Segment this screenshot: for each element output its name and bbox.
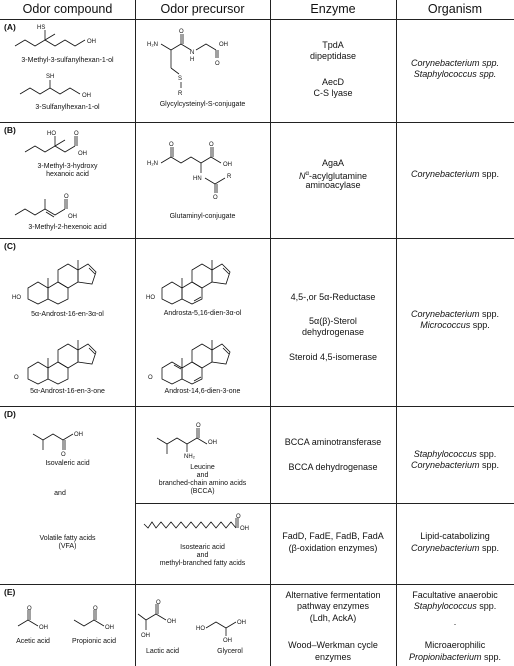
atom-r: R [178,91,183,97]
compound-c1-name: 5α-Androst-16-en-3α-ol [31,311,104,318]
precursor-d1-name-line1: Leucine [190,464,215,471]
atom-n: N [190,50,195,56]
enzyme-c-sterol: 5α(β)-Sterol [309,316,357,326]
organism-d-staphylococcus: Staphylococcus [413,449,477,459]
atom-oh: OH [78,151,87,157]
structure-glycylcysteinyl-s-conjugate [145,28,265,100]
atom-o: O [156,600,161,606]
organism-b-corynebacterium: Corynebacterium [410,169,480,179]
rule-header-bottom [0,19,514,20]
atom-o: O [61,452,66,458]
atom-o: O [14,375,19,381]
precursor-d2-name-line1: Isostearic acid [180,544,225,551]
header-odor-precursor: Odor precursor [160,2,245,16]
atom-oh: OH [141,633,150,639]
atom-h2n: H₂N [147,42,158,48]
rule-c-d [0,406,514,407]
precursor-d1-name-line2: and [196,472,209,479]
row-label-a: (A) [4,22,16,32]
atom-oh: OH [208,440,217,446]
atom-oh: OH [237,620,246,626]
structure-isostearic-acid [140,512,268,536]
rule-d-e [0,584,514,585]
compound-b2-name: 3-Methyl-2-hexenoic acid [28,224,107,231]
enzyme-d-fad: FadD, FadE, FadB, FadA [282,531,384,541]
header-enzyme: Enzyme [310,2,356,16]
row-label-c: (C) [4,241,16,251]
enzyme-b-aminoacylase: aminoacylase [305,180,361,190]
structure-3-methyl-3-hydroxyhexanoic-acid [20,128,120,160]
compound-d2-name-line2: (VFA) [58,543,77,550]
atom-h2n: H₂N [147,161,158,167]
compound-d-and: and [54,490,66,497]
atom-oh: OH [240,526,249,532]
enzyme-e-pathway: pathway enzymes [296,601,370,611]
precursor-b-name: Glutaminyl-conjugate [169,213,236,220]
atom-oh: OH [167,619,176,625]
enzyme-a-tpda: TpdA [322,40,344,50]
organism-d-corynebacterium-lipid: Corynebacterium [410,543,480,553]
atom-ho: HO [146,295,155,301]
precursor-e1-name: Lactic acid [145,648,180,655]
organism-a-staphylococcus: Staphylococcus spp. [413,69,497,79]
atom-o: O [64,194,69,200]
precursor-c2-name: Androst-14,6-dien-3-one [164,388,241,395]
atom-o: O [169,142,174,148]
atom-oh: OH [74,432,83,438]
compound-a2-name: 3-Sulfanylhexan-1-ol [35,104,100,111]
structure-propionic-acid [68,606,128,636]
precursor-d1-name-line3: branched-chain amino acids [158,480,247,487]
atom-o: O [93,606,98,612]
organism-a-corynebacterium: Corynebacterium spp. [410,58,500,68]
enzyme-e-enzymes: enzymes [314,652,351,662]
organism-c-spp: spp. [470,320,490,330]
rule-d-inner [135,503,514,504]
organism-e-dot: . [453,617,457,627]
enzyme-a-aecd: AecD [321,77,344,87]
atom-nh2: NH₂ [184,454,195,460]
atom-ho: HO [12,295,21,301]
atom-h: H [190,57,195,63]
organism-e-spp: spp. [481,652,502,662]
enzyme-e-alternative-fermentation: Alternative fermentation [285,590,381,600]
organism-e-staphylococcus: Staphylococcus [413,601,477,611]
atom-oh: OH [87,39,96,45]
enzyme-d-beta-oxidation: (β-oxidation enzymes) [288,543,378,553]
organism-e-propionibacterium: Propionibacterium [408,652,482,662]
atom-o: O [236,514,241,520]
atom-ho: HO [196,626,205,632]
row-label-d: (D) [4,409,16,419]
atom-o: O [27,606,32,612]
enzyme-b-n-prefix: N [299,171,306,181]
atom-oh: OH [82,93,91,99]
row-label-b: (B) [4,125,16,135]
compound-e2-name: Propionic acid [72,638,116,645]
precursor-a-name: Glycylcysteinyl-S-conjugate [159,101,246,108]
atom-oh: OH [68,214,77,220]
organism-c-line2 [396,320,514,332]
organism-d-lipid-catabolizing: Lipid-catabolizing [420,531,490,541]
enzyme-a-dipeptidase: dipeptidase [309,51,357,61]
organism-d-spp: spp. [476,449,497,459]
organism-d-line2 [396,460,514,472]
organism-c-spp: spp. [479,309,500,319]
compound-b1-name-line1: 3-Methyl-3-hydroxy [37,163,98,170]
atom-hn: HN [193,176,202,182]
enzyme-c-dehydrogenase: dehydrogenase [301,327,365,337]
structure-5a-androst-16-en-3-one [14,326,128,384]
organism-d-line1 [396,449,514,461]
col-divider-3 [396,0,397,666]
structure-3-methyl-3-sulfanylhexan-1-ol [10,24,130,54]
organism-e-facultative: Facultative anaerobic [412,590,498,600]
enzyme-c-isomerase: Steroid 4,5-isomerase [288,352,378,362]
atom-o: O [215,61,220,67]
atom-oh: OH [219,42,228,48]
organism-d-spp: spp. [479,543,500,553]
compound-a1-name: 3-Methyl-3-sulfanylhexan-1-ol [21,57,114,64]
structure-glycerol [196,606,266,642]
structure-3-methyl-2-hexenoic-acid [10,193,120,223]
header-odor-compound: Odor compound [22,2,113,16]
precursor-d1-name-line4: (BCCA) [190,488,215,495]
precursor-c1-name: Androsta-5,16-dien-3α-ol [163,310,242,317]
organism-c-corynebacterium: Corynebacterium [410,309,480,319]
organism-b [396,169,514,181]
enzyme-e-wood-werkman: Wood–Werkman cycle [288,640,378,650]
atom-o: O [74,131,79,137]
atom-oh: OH [39,625,48,631]
organism-d-line4 [396,543,514,555]
structure-androsta-5-16-dien-3a-ol [146,246,262,304]
header-organism: Organism [427,2,483,16]
row-label-e: (E) [4,587,16,597]
atom-ho: HO [47,131,56,137]
structure-3-sulfanylhexan-1-ol [15,72,125,102]
enzyme-d-dehydrogenase: BCCA dehydrogenase [288,462,378,472]
organism-d-corynebacterium: Corynebacterium [410,460,480,470]
atom-oh: OH [105,625,114,631]
organism-b-spp: spp. [479,169,500,179]
atom-o: O [196,423,201,429]
structure-acetic-acid [12,606,62,636]
compound-c2-name: 5α-Androst-16-en-3-one [30,388,105,395]
enzyme-e-ldh-acka: (Ldh, AckA) [309,613,357,623]
enzyme-a-cs-lyase: C-S lyase [313,88,353,98]
precursor-d2-name-line2: and [196,552,209,559]
structure-lactic-acid [140,602,195,644]
structure-glutaminyl-conjugate [145,138,265,200]
atom-sh: SH [46,74,55,80]
organism-e-microaerophilic: Microaerophilic [424,640,486,650]
enzyme-b-acylglutamine-text: -acylglutamine [308,171,367,181]
atom-s: S [178,76,183,82]
rule-a-b [0,122,514,123]
compound-e1-name: Acetic acid [16,638,50,645]
organism-e-line2 [396,601,514,613]
atom-oh: OH [223,638,232,644]
compound-b1-name-line2: hexanoic acid [46,171,89,178]
structure-androst-14-6-dien-3-one [148,326,262,384]
atom-oh: OH [223,162,232,168]
organism-e-spp: spp. [476,601,497,611]
structure-isovaleric-acid [28,420,118,456]
atom-r: R [227,174,232,180]
organism-c-line1 [396,309,514,321]
structure-5a-androst-16-en-3a-ol [12,246,128,304]
precursor-d2-name-line3: methyl-branched fatty acids [159,560,246,567]
compound-d1-name: Isovaleric acid [45,460,90,467]
compound-d2-name-line1: Volatile fatty acids [39,535,96,542]
atom-hs: HS [37,25,46,31]
organism-c-micrococcus: Micrococcus [420,320,471,330]
organism-d-spp: spp. [479,460,500,470]
organism-e-line5 [396,652,514,664]
atom-o: O [213,195,218,201]
structure-leucine [152,424,262,460]
enzyme-c-reductase: 4,5-,or 5α-Reductase [290,292,376,302]
atom-o: O [179,29,184,35]
enzyme-b-alpha-superscript: α [305,171,309,177]
atom-o: O [209,142,214,148]
enzyme-b-agaa: AgaA [321,158,345,168]
enzyme-d-aminotransferase: BCCA aminotransferase [284,437,382,447]
precursor-e2-name: Glycerol [217,648,243,655]
rule-b-c [0,238,514,239]
atom-o: O [148,375,153,381]
